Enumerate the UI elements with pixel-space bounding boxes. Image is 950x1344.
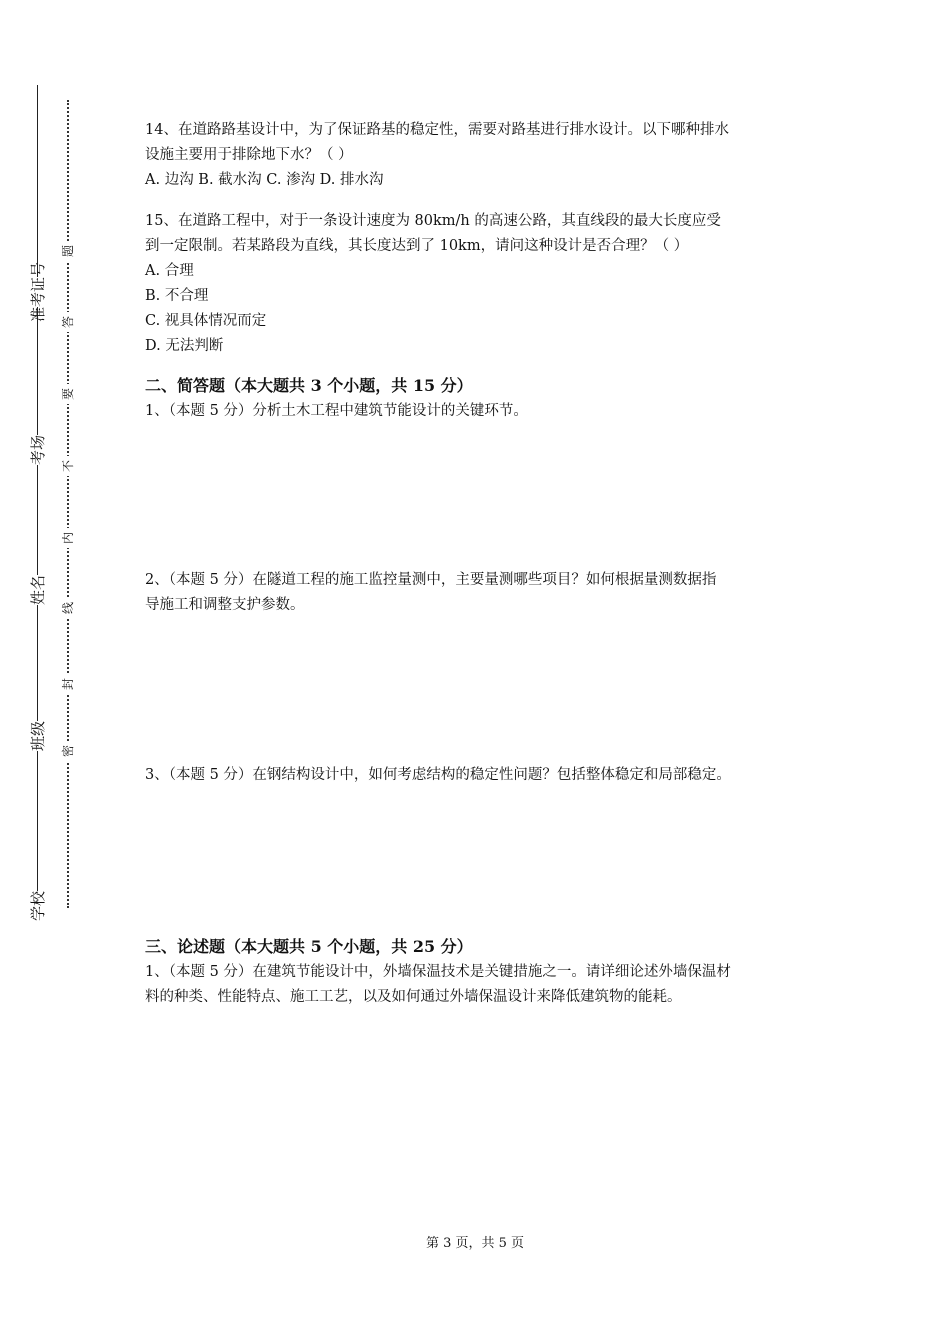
question-text: 料的种类、性能特点、施工工艺，以及如何通过外墙保温设计来降低建筑物的能耗。 <box>145 989 682 1005</box>
question-15 <box>145 209 825 359</box>
seal-char: 题 <box>57 241 77 261</box>
question-text: 导施工和调整支护参数。 <box>145 597 305 613</box>
question-options: A. 边沟 B. 截水沟 C. 渗沟 D. 排水沟 <box>145 172 384 188</box>
option-a: A. 合理 <box>145 263 194 279</box>
option-c: C. 视具体情况而定 <box>145 313 267 329</box>
question-14 <box>145 118 825 193</box>
question-text: 14、在道路路基设计中，为了保证路基的稳定性，需要对路基进行排水设计。以下哪种排水 <box>145 122 729 138</box>
seal-char: 内 <box>57 528 77 548</box>
page-number: 第 3 页，共 5 页 <box>425 1236 525 1251</box>
question-text: 到一定限制。若某路段为直线，其长度达到了 10km，请问这种设计是否合理？（ ） <box>145 238 689 254</box>
binding-margin <box>0 0 110 1344</box>
seal-char: 不 <box>57 456 77 476</box>
question-text: 设施主要用于排除地下水？（ ） <box>145 147 353 163</box>
short-answer-question-1: 1、（本题 5 分）分析土木工程中建筑节能设计的关键环节。 <box>145 403 528 419</box>
seal-char: 线 <box>57 598 77 618</box>
field-name: 姓名 <box>7 575 67 605</box>
exam-content <box>145 118 825 1010</box>
question-text: 1、（本题 5 分）在建筑节能设计中，外墙保温技术是关键措施之一。请详细论述外墙保温材 <box>145 964 731 980</box>
field-class: 班级 <box>7 721 67 751</box>
seal-char: 答 <box>57 312 77 332</box>
seal-char: 要 <box>57 384 77 404</box>
section-heading-essay: 三、论述题（本大题共 5 个小题，共 25 分） <box>145 937 473 956</box>
binding-solid-line <box>37 85 38 920</box>
question-text: 2、（本题 5 分）在隧道工程的施工监控量测中，主要量测哪些项目？如何根据量测数据指 <box>145 572 717 588</box>
seal-char: 密 <box>57 741 77 761</box>
field-exam-number: 准考证号 <box>7 277 67 307</box>
option-b: B. 不合理 <box>145 288 209 304</box>
field-school: 学校 <box>7 891 67 921</box>
short-answer-question-2 <box>145 568 825 618</box>
binding-dotted-line <box>67 100 69 908</box>
section-heading-short-answer: 二、简答题（本大题共 3 个小题，共 15 分） <box>145 376 473 395</box>
question-text: 15、在道路工程中，对于一条设计速度为 80km/h 的高速公路，其直线段的最大长度应受 <box>145 213 721 229</box>
essay-question-1 <box>145 960 825 1010</box>
option-d: D. 无法判断 <box>145 338 224 354</box>
field-exam-room: 考场 <box>7 435 67 465</box>
short-answer-question-3: 3、（本题 5 分）在钢结构设计中，如何考虑结构的稳定性问题？包括整体稳定和局部稳定。 <box>145 767 731 783</box>
seal-char: 封 <box>57 674 77 694</box>
